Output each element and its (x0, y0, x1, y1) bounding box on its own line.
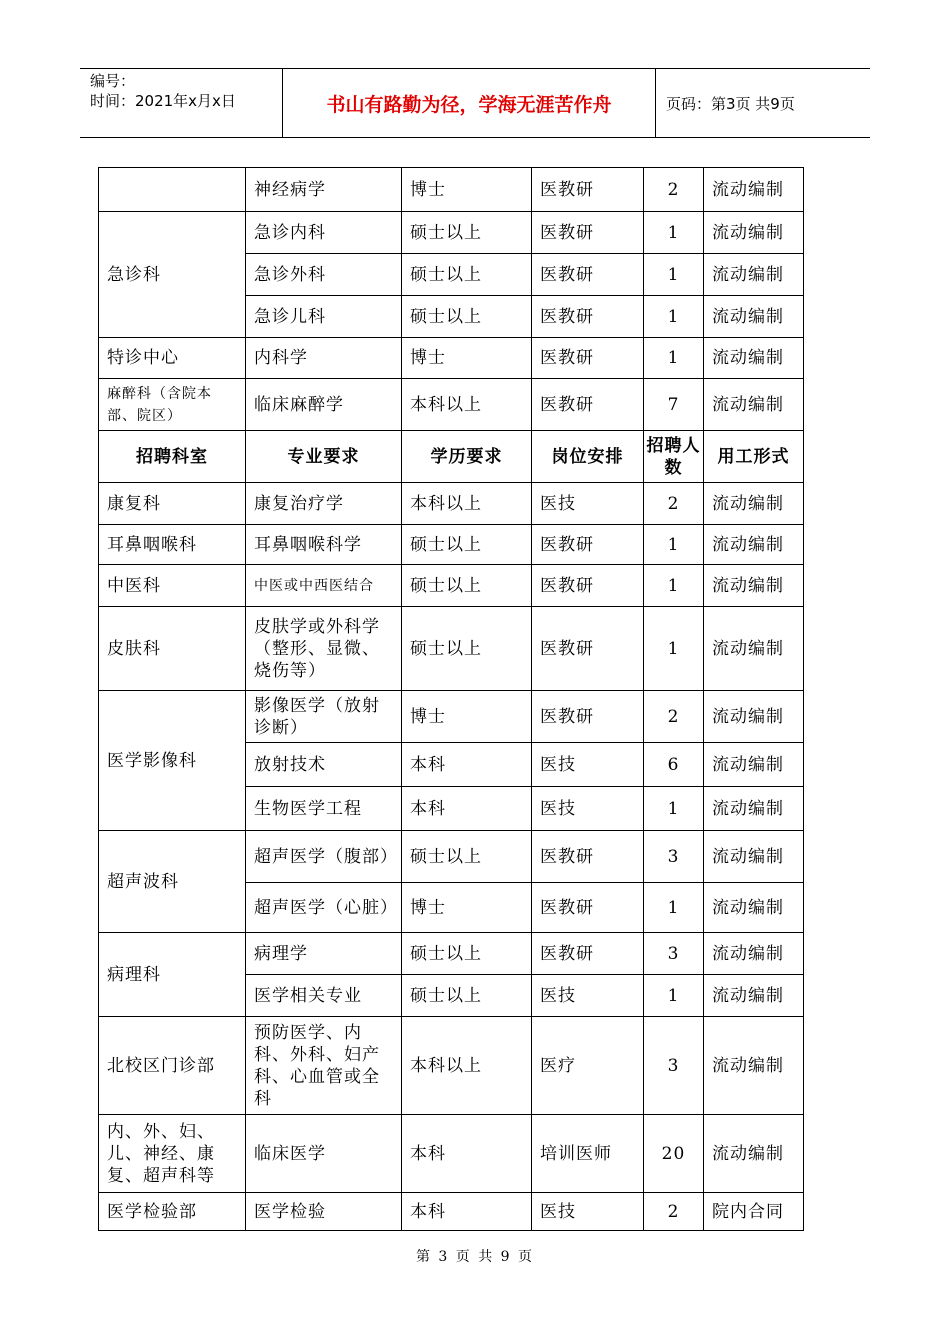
recruitment-table (98, 167, 804, 1231)
count-cell: 2 (644, 483, 704, 525)
form-cell: 流动编制 (704, 933, 804, 975)
count-cell: 20 (644, 1115, 704, 1193)
dept-cell: 内、外、妇、儿、神经、康复、超声科等 (99, 1115, 246, 1193)
post-cell: 医技 (532, 787, 644, 831)
post-cell: 医教研 (532, 525, 644, 565)
table-row (99, 525, 804, 565)
edu-cell: 硕士以上 (402, 565, 532, 607)
doc-number-label: 编号： (90, 72, 136, 90)
post-cell: 医技 (532, 743, 644, 787)
form-cell: 流动编制 (704, 296, 804, 338)
page-header (80, 68, 870, 138)
count-cell: 1 (644, 254, 704, 296)
count-cell: 2 (644, 1193, 704, 1231)
edu-cell: 硕士以上 (402, 975, 532, 1017)
table-row (99, 1115, 804, 1193)
edu-cell: 硕士以上 (402, 254, 532, 296)
table-row (99, 691, 804, 743)
dept-cell: 康复科 (99, 483, 246, 525)
table-row (99, 483, 804, 525)
count-cell: 1 (644, 296, 704, 338)
post-cell: 医技 (532, 1193, 644, 1231)
doc-date: 时间：2021年x月x日 (90, 92, 236, 110)
edu-cell: 硕士以上 (402, 831, 532, 883)
post-cell: 培训医师 (532, 1115, 644, 1193)
major-cell: 预防医学、内科、外科、妇产科、心血管或全科 (246, 1017, 402, 1115)
count-cell: 2 (644, 691, 704, 743)
table-row (99, 1017, 804, 1115)
form-cell: 流动编制 (704, 691, 804, 743)
post-cell: 医教研 (532, 691, 644, 743)
post-cell: 医技 (532, 975, 644, 1017)
form-cell: 流动编制 (704, 525, 804, 565)
major-cell: 临床麻醉学 (246, 379, 402, 431)
form-cell: 流动编制 (704, 379, 804, 431)
post-cell: 医教研 (532, 607, 644, 691)
form-cell: 流动编制 (704, 1017, 804, 1115)
edu-cell: 硕士以上 (402, 607, 532, 691)
count-cell: 6 (644, 743, 704, 787)
header-form: 用工形式 (704, 431, 804, 483)
post-cell: 医技 (532, 483, 644, 525)
count-cell: 3 (644, 831, 704, 883)
count-cell: 1 (644, 212, 704, 254)
dept-cell: 皮肤科 (99, 607, 246, 691)
header-page-code: 页码：第3页 共9页 (666, 94, 795, 113)
form-cell: 流动编制 (704, 787, 804, 831)
form-cell: 流动编制 (704, 338, 804, 379)
major-cell: 医学检验 (246, 1193, 402, 1231)
dept-cell: 病理科 (99, 933, 246, 1017)
edu-cell: 本科 (402, 743, 532, 787)
count-cell: 3 (644, 1017, 704, 1115)
post-cell: 医教研 (532, 379, 644, 431)
edu-cell: 硕士以上 (402, 933, 532, 975)
header-post: 岗位安排 (532, 431, 644, 483)
major-cell: 超声医学（心脏） (246, 883, 402, 933)
post-cell: 医教研 (532, 565, 644, 607)
edu-cell: 本科 (402, 787, 532, 831)
form-cell: 院内合同 (704, 1193, 804, 1231)
table-row (99, 338, 804, 379)
count-cell: 1 (644, 565, 704, 607)
header-count: 招聘人数 (644, 431, 704, 483)
major-cell: 内科学 (246, 338, 402, 379)
count-cell: 1 (644, 883, 704, 933)
major-cell: 急诊儿科 (246, 296, 402, 338)
major-cell: 超声医学（腹部） (246, 831, 402, 883)
form-cell: 流动编制 (704, 1115, 804, 1193)
page-footer: 第 3 页 共 9 页 (415, 1249, 535, 1265)
post-cell: 医教研 (532, 296, 644, 338)
post-cell: 医教研 (532, 338, 644, 379)
table-row (99, 168, 804, 212)
table-row (99, 607, 804, 691)
count-cell: 1 (644, 525, 704, 565)
form-cell: 流动编制 (704, 254, 804, 296)
major-cell: 皮肤学或外科学（整形、显微、烧伤等） (246, 607, 402, 691)
form-cell: 流动编制 (704, 483, 804, 525)
header-motto: 书山有路勤为径，学海无涯苦作舟 (283, 69, 656, 137)
count-cell: 1 (644, 607, 704, 691)
dept-cell: 特诊中心 (99, 338, 246, 379)
form-cell: 流动编制 (704, 168, 804, 212)
dept-cell: 中医科 (99, 565, 246, 607)
post-cell: 医疗 (532, 1017, 644, 1115)
dept-cell: 耳鼻咽喉科 (99, 525, 246, 565)
major-cell: 放射技术 (246, 743, 402, 787)
count-cell: 1 (644, 338, 704, 379)
post-cell: 医教研 (532, 168, 644, 212)
edu-cell: 硕士以上 (402, 212, 532, 254)
major-cell: 生物医学工程 (246, 787, 402, 831)
table-row (99, 933, 804, 975)
major-cell: 神经病学 (246, 168, 402, 212)
dept-cell: 麻醉科（含院本部、院区） (99, 379, 246, 431)
dept-cell: 急诊科 (99, 212, 246, 338)
form-cell: 流动编制 (704, 883, 804, 933)
form-cell: 流动编制 (704, 212, 804, 254)
major-cell: 急诊内科 (246, 212, 402, 254)
major-cell: 临床医学 (246, 1115, 402, 1193)
table-row (99, 212, 804, 254)
post-cell: 医教研 (532, 933, 644, 975)
edu-cell: 本科 (402, 1115, 532, 1193)
major-cell: 康复治疗学 (246, 483, 402, 525)
edu-cell: 博士 (402, 168, 532, 212)
edu-cell: 本科以上 (402, 379, 532, 431)
dept-cell: 超声波科 (99, 831, 246, 933)
post-cell: 医教研 (532, 254, 644, 296)
edu-cell: 本科 (402, 1193, 532, 1231)
form-cell: 流动编制 (704, 743, 804, 787)
major-cell: 耳鼻咽喉科学 (246, 525, 402, 565)
header-meta (80, 69, 283, 137)
form-cell: 流动编制 (704, 565, 804, 607)
table-row (99, 565, 804, 607)
edu-cell: 博士 (402, 691, 532, 743)
major-cell: 医学相关专业 (246, 975, 402, 1017)
form-cell: 流动编制 (704, 831, 804, 883)
count-cell: 1 (644, 787, 704, 831)
major-cell: 急诊外科 (246, 254, 402, 296)
dept-cell (99, 168, 246, 212)
dept-cell: 医学影像科 (99, 691, 246, 831)
edu-cell: 博士 (402, 338, 532, 379)
edu-cell: 本科以上 (402, 1017, 532, 1115)
post-cell: 医教研 (532, 831, 644, 883)
major-cell: 病理学 (246, 933, 402, 975)
post-cell: 医教研 (532, 212, 644, 254)
edu-cell: 博士 (402, 883, 532, 933)
header-major: 专业要求 (246, 431, 402, 483)
count-cell: 1 (644, 975, 704, 1017)
table-row (99, 379, 804, 431)
count-cell: 3 (644, 933, 704, 975)
major-cell: 中医或中西医结合 (246, 565, 402, 607)
post-cell: 医教研 (532, 883, 644, 933)
edu-cell: 硕士以上 (402, 525, 532, 565)
edu-cell: 硕士以上 (402, 296, 532, 338)
form-cell: 流动编制 (704, 975, 804, 1017)
edu-cell: 本科以上 (402, 483, 532, 525)
count-cell: 2 (644, 168, 704, 212)
table-row (99, 831, 804, 883)
header-dept: 招聘科室 (99, 431, 246, 483)
dept-cell: 北校区门诊部 (99, 1017, 246, 1115)
table-header-row (99, 431, 804, 483)
major-cell: 影像医学（放射诊断） (246, 691, 402, 743)
table-row (99, 1193, 804, 1231)
header-edu: 学历要求 (402, 431, 532, 483)
dept-cell: 医学检验部 (99, 1193, 246, 1231)
count-cell: 7 (644, 379, 704, 431)
form-cell: 流动编制 (704, 607, 804, 691)
